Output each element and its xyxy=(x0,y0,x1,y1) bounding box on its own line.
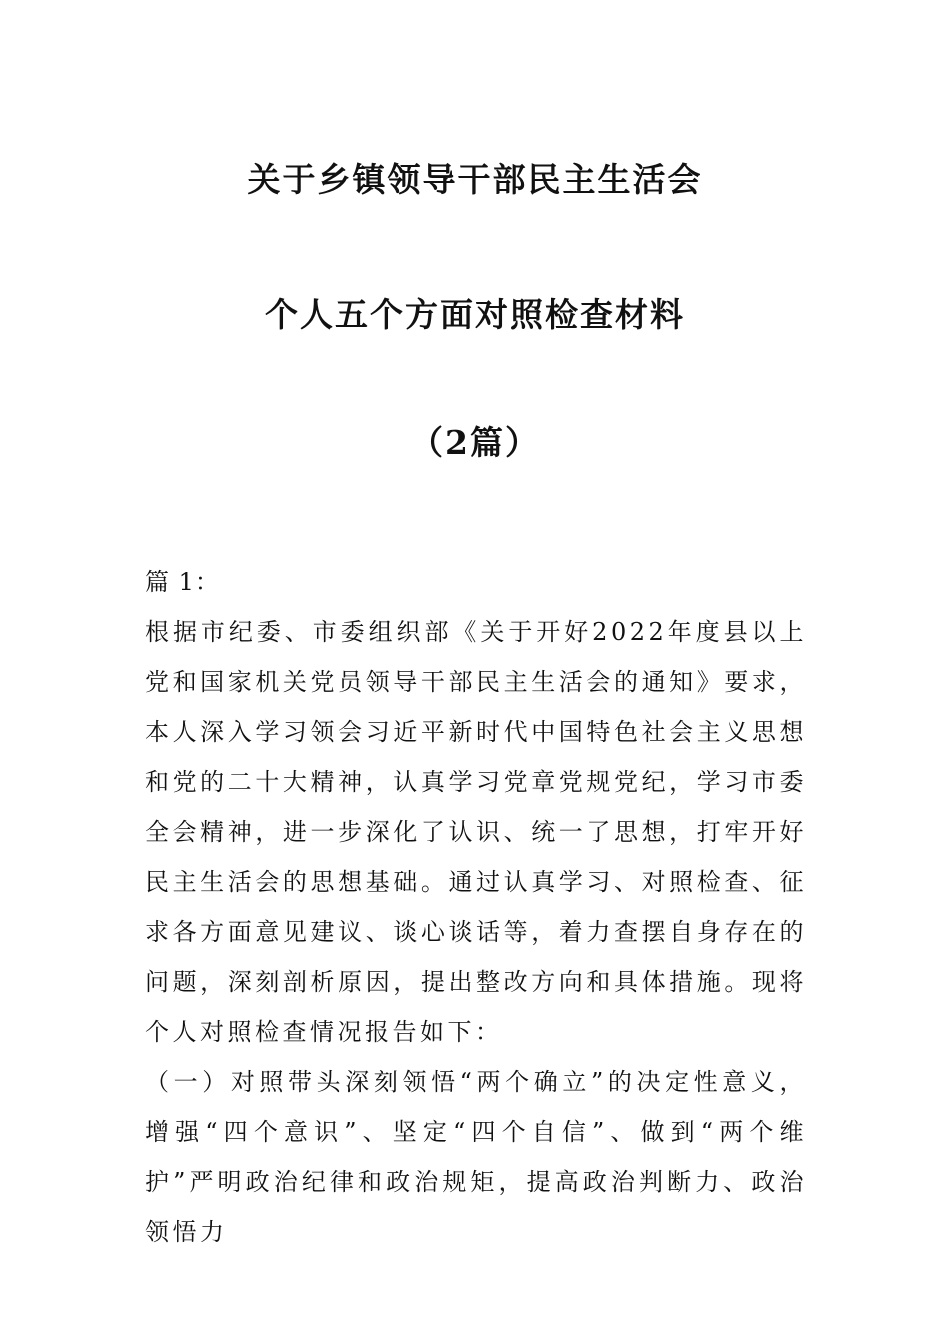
section-heading-paragraph: （一）对照带头深刻领悟“两个确立”的决定性意义，增强“四个意识”、坚定“四个自信”、做到“两个维护”严明政治纪律和政治规矩，提高政治判断力、政治领悟力 xyxy=(145,1068,807,1246)
document-title-count: （2篇） xyxy=(410,423,540,462)
document-title-line-2: 个人五个方面对照检查材料 xyxy=(265,295,685,334)
document-title-line-1: 关于乡镇领导干部民主生活会 xyxy=(247,160,703,199)
intro-paragraph: 根据市纪委、市委组织部《关于开好2022年度县以上党和国家机关党员领导干部民主生活会的通知》要求，本人深入学习领会习近平新时代中国特色社会主义思想和党的二十大精神，认真学习党章党规党纪，学习市委全会精神，进一步深化了认识、统一了思想，打牢开好民主生活会的思想基础。通过认真学习、对照检查、征求各方面意见建议、谈心谈话等，着力查摆自身存在的问题，深刻剖析原因，提出整改方向和具体措施。现将个人对照检查情况报告如下： xyxy=(145,618,807,1046)
section-label: 篇 1： xyxy=(145,568,220,596)
